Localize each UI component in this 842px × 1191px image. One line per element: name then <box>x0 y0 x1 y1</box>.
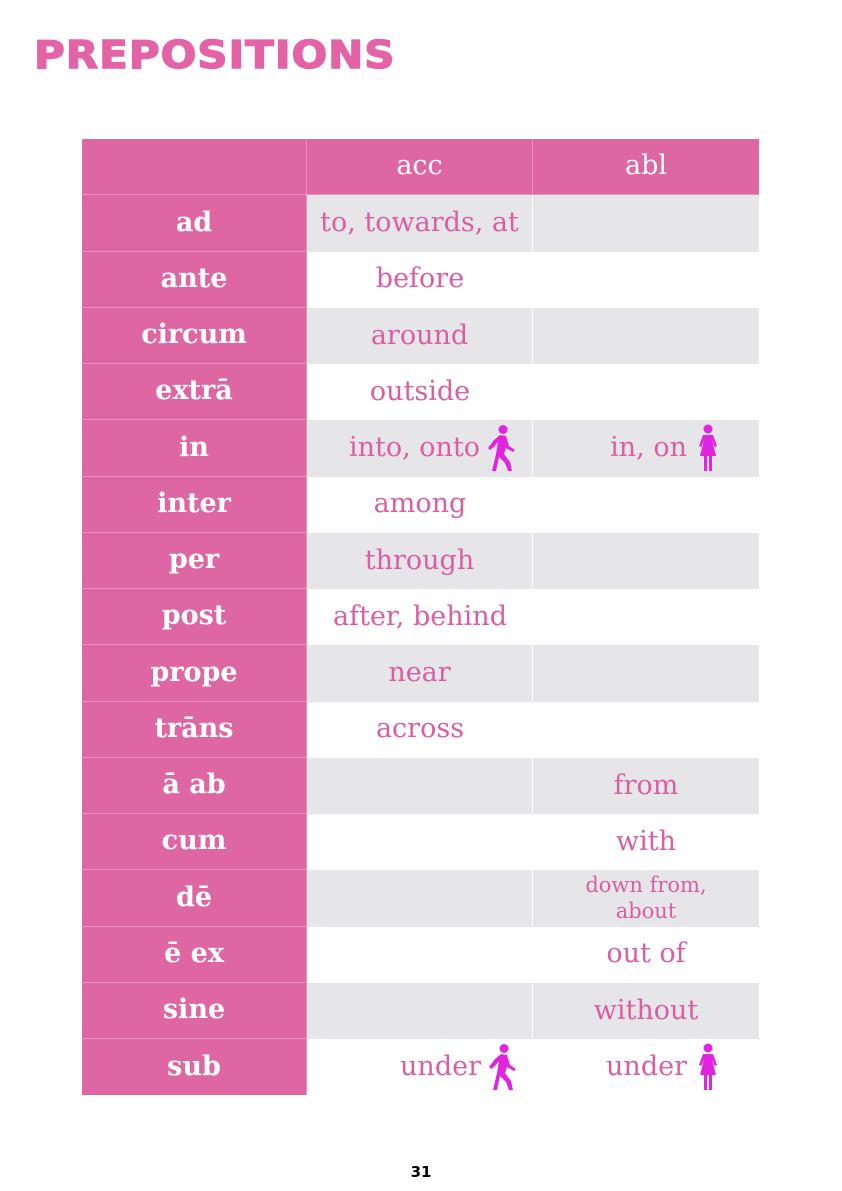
acc-meaning-cell <box>307 533 533 589</box>
standing-figure-icon <box>691 424 725 472</box>
abl-meaning-cell <box>533 533 759 589</box>
preposition-cell: per <box>82 533 307 589</box>
table-row <box>82 983 759 1039</box>
acc-meaning-text: before <box>375 263 465 295</box>
preposition-cell: in <box>82 420 307 476</box>
acc-meaning-cell <box>307 420 533 476</box>
walking-figure-icon <box>484 424 518 472</box>
acc-meaning-cell <box>307 477 533 533</box>
preposition-cell: prope <box>82 645 307 701</box>
header-cell-empty <box>82 139 307 195</box>
acc-meaning-text: around <box>370 319 469 351</box>
abl-meaning-cell <box>533 983 759 1039</box>
preposition-cell: ā ab <box>82 758 307 814</box>
preposition-cell: dē <box>82 870 307 926</box>
table-row <box>82 645 759 701</box>
abl-meaning-text: without <box>593 994 699 1026</box>
acc-meaning-text: among <box>373 488 467 520</box>
abl-meaning-cell <box>533 702 759 758</box>
table-row <box>82 702 759 758</box>
abl-meaning-cell <box>533 420 759 476</box>
preposition-cell: trāns <box>82 702 307 758</box>
abl-meaning-cell <box>533 195 759 251</box>
acc-meaning-cell <box>307 195 533 251</box>
abl-meaning-cell <box>533 814 759 870</box>
acc-meaning-text: outside <box>369 375 471 407</box>
abl-meaning-text: under <box>606 1050 687 1082</box>
page-number: 31 <box>410 1163 432 1181</box>
acc-meaning-cell <box>307 814 533 870</box>
table-row <box>82 477 759 533</box>
acc-meaning-text: under <box>400 1050 481 1082</box>
standing-figure-icon <box>691 1043 725 1091</box>
acc-meaning-cell <box>307 983 533 1039</box>
table-row <box>82 814 759 870</box>
abl-meaning-text: from <box>613 769 679 801</box>
abl-meaning-cell <box>533 252 759 308</box>
table-row <box>82 308 759 364</box>
preposition-cell: post <box>82 589 307 645</box>
acc-meaning-cell <box>307 1039 533 1095</box>
table-row <box>82 589 759 645</box>
acc-meaning-cell <box>307 758 533 814</box>
acc-meaning-text: across <box>375 713 465 745</box>
acc-meaning-cell <box>307 702 533 758</box>
table-row <box>82 870 759 926</box>
table-row <box>82 364 759 420</box>
header-cell-acc: acc <box>307 139 533 195</box>
preposition-cell: ē ex <box>82 927 307 983</box>
acc-meaning-cell <box>307 870 533 926</box>
abl-meaning-text: down from, about <box>585 873 707 924</box>
preposition-cell: sine <box>82 983 307 1039</box>
abl-meaning-cell <box>533 589 759 645</box>
acc-meaning-cell <box>307 589 533 645</box>
table-row <box>82 420 759 476</box>
preposition-cell: cum <box>82 814 307 870</box>
acc-meaning-cell <box>307 308 533 364</box>
acc-meaning-cell <box>307 927 533 983</box>
abl-meaning-cell <box>533 758 759 814</box>
table-row <box>82 758 759 814</box>
abl-meaning-text: with <box>616 825 676 857</box>
preposition-cell: ante <box>82 252 307 308</box>
acc-meaning-cell <box>307 645 533 701</box>
header-cell-abl: abl <box>533 139 759 195</box>
prepositions-table <box>82 139 759 1095</box>
acc-meaning-text: through <box>364 544 475 576</box>
abl-meaning-cell <box>533 1039 759 1095</box>
preposition-cell: circum <box>82 308 307 364</box>
table-row <box>82 533 759 589</box>
abl-meaning-cell <box>533 645 759 701</box>
table-row <box>82 1039 759 1095</box>
acc-meaning-text: near <box>388 657 451 689</box>
table-row <box>82 195 759 251</box>
acc-meaning-cell <box>307 252 533 308</box>
abl-meaning-cell <box>533 927 759 983</box>
abl-meaning-text: out of <box>606 938 686 970</box>
preposition-cell: ad <box>82 195 307 251</box>
abl-meaning-cell <box>533 308 759 364</box>
table-row <box>82 927 759 983</box>
walking-figure-icon <box>485 1043 519 1091</box>
page-title: PREPOSITIONS <box>34 32 396 78</box>
table-header-row <box>82 139 759 195</box>
preposition-cell: inter <box>82 477 307 533</box>
acc-meaning-text: into, onto <box>348 432 480 464</box>
abl-meaning-cell <box>533 364 759 420</box>
preposition-cell: sub <box>82 1039 307 1095</box>
acc-meaning-text: to, towards, at <box>320 207 519 239</box>
acc-meaning-cell <box>307 364 533 420</box>
abl-meaning-cell <box>533 870 759 926</box>
table-row <box>82 252 759 308</box>
abl-meaning-text: in, on <box>610 432 687 464</box>
preposition-cell: extrā <box>82 364 307 420</box>
acc-meaning-text: after, behind <box>333 600 507 632</box>
abl-meaning-cell <box>533 477 759 533</box>
